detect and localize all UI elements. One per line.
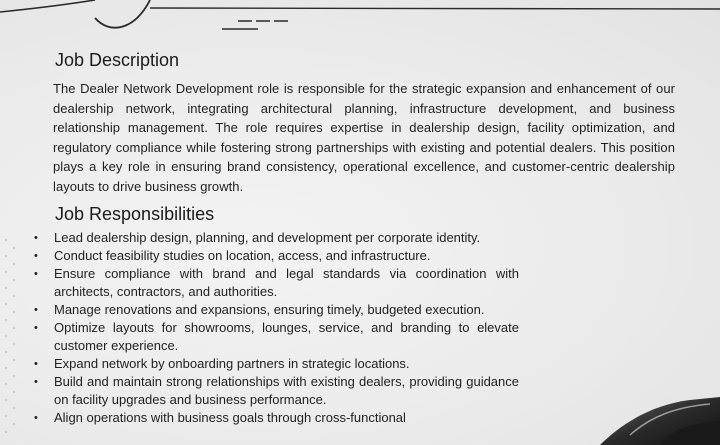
list-item: • Lead dealership design, planning, and development per corporate identity. [34,229,519,247]
job-responsibilities-heading: Job Responsibilities [55,204,215,224]
list-item: • Optimize layouts for showrooms, lounges, service, and branding to elevate customer experience. [34,319,519,355]
job-description-heading: Job Description [55,50,180,70]
decorative-swoosh [0,0,720,40]
list-item: • Expand network by onboarding partners in strategic locations. [34,355,519,373]
job-description-text: The Dealer Network Development role is responsible for the strategic expansion and enhancement of our dealership network, integrating architectural planning, infrastructure development, and business relationship management. The role requires expertise in dealership design, facility optimization, and regulatory compliance while fostering strong partnerships with existing and potential dealers. This position plays a key role in ensuring brand consistency, operational excellence, and customer-centric dealership layouts to drive business growth. [53,81,675,194]
list-item: • Build and maintain strong relationships with existing dealers, providing guidance on facility upgrades and business performance. [34,373,519,409]
list-item: • Conduct feasibility studies on location, access, and infrastructure. [34,247,519,265]
list-item: • Manage renovations and expansions, ensuring timely, budgeted execution. [34,301,519,319]
responsibilities-list [34,229,519,427]
list-item: • Ensure compliance with brand and legal standards via coordination with architects, contractors, and authorities. [34,265,519,301]
list-item: • Align operations with business goals through cross-functional [34,409,519,427]
car-image [600,395,720,445]
